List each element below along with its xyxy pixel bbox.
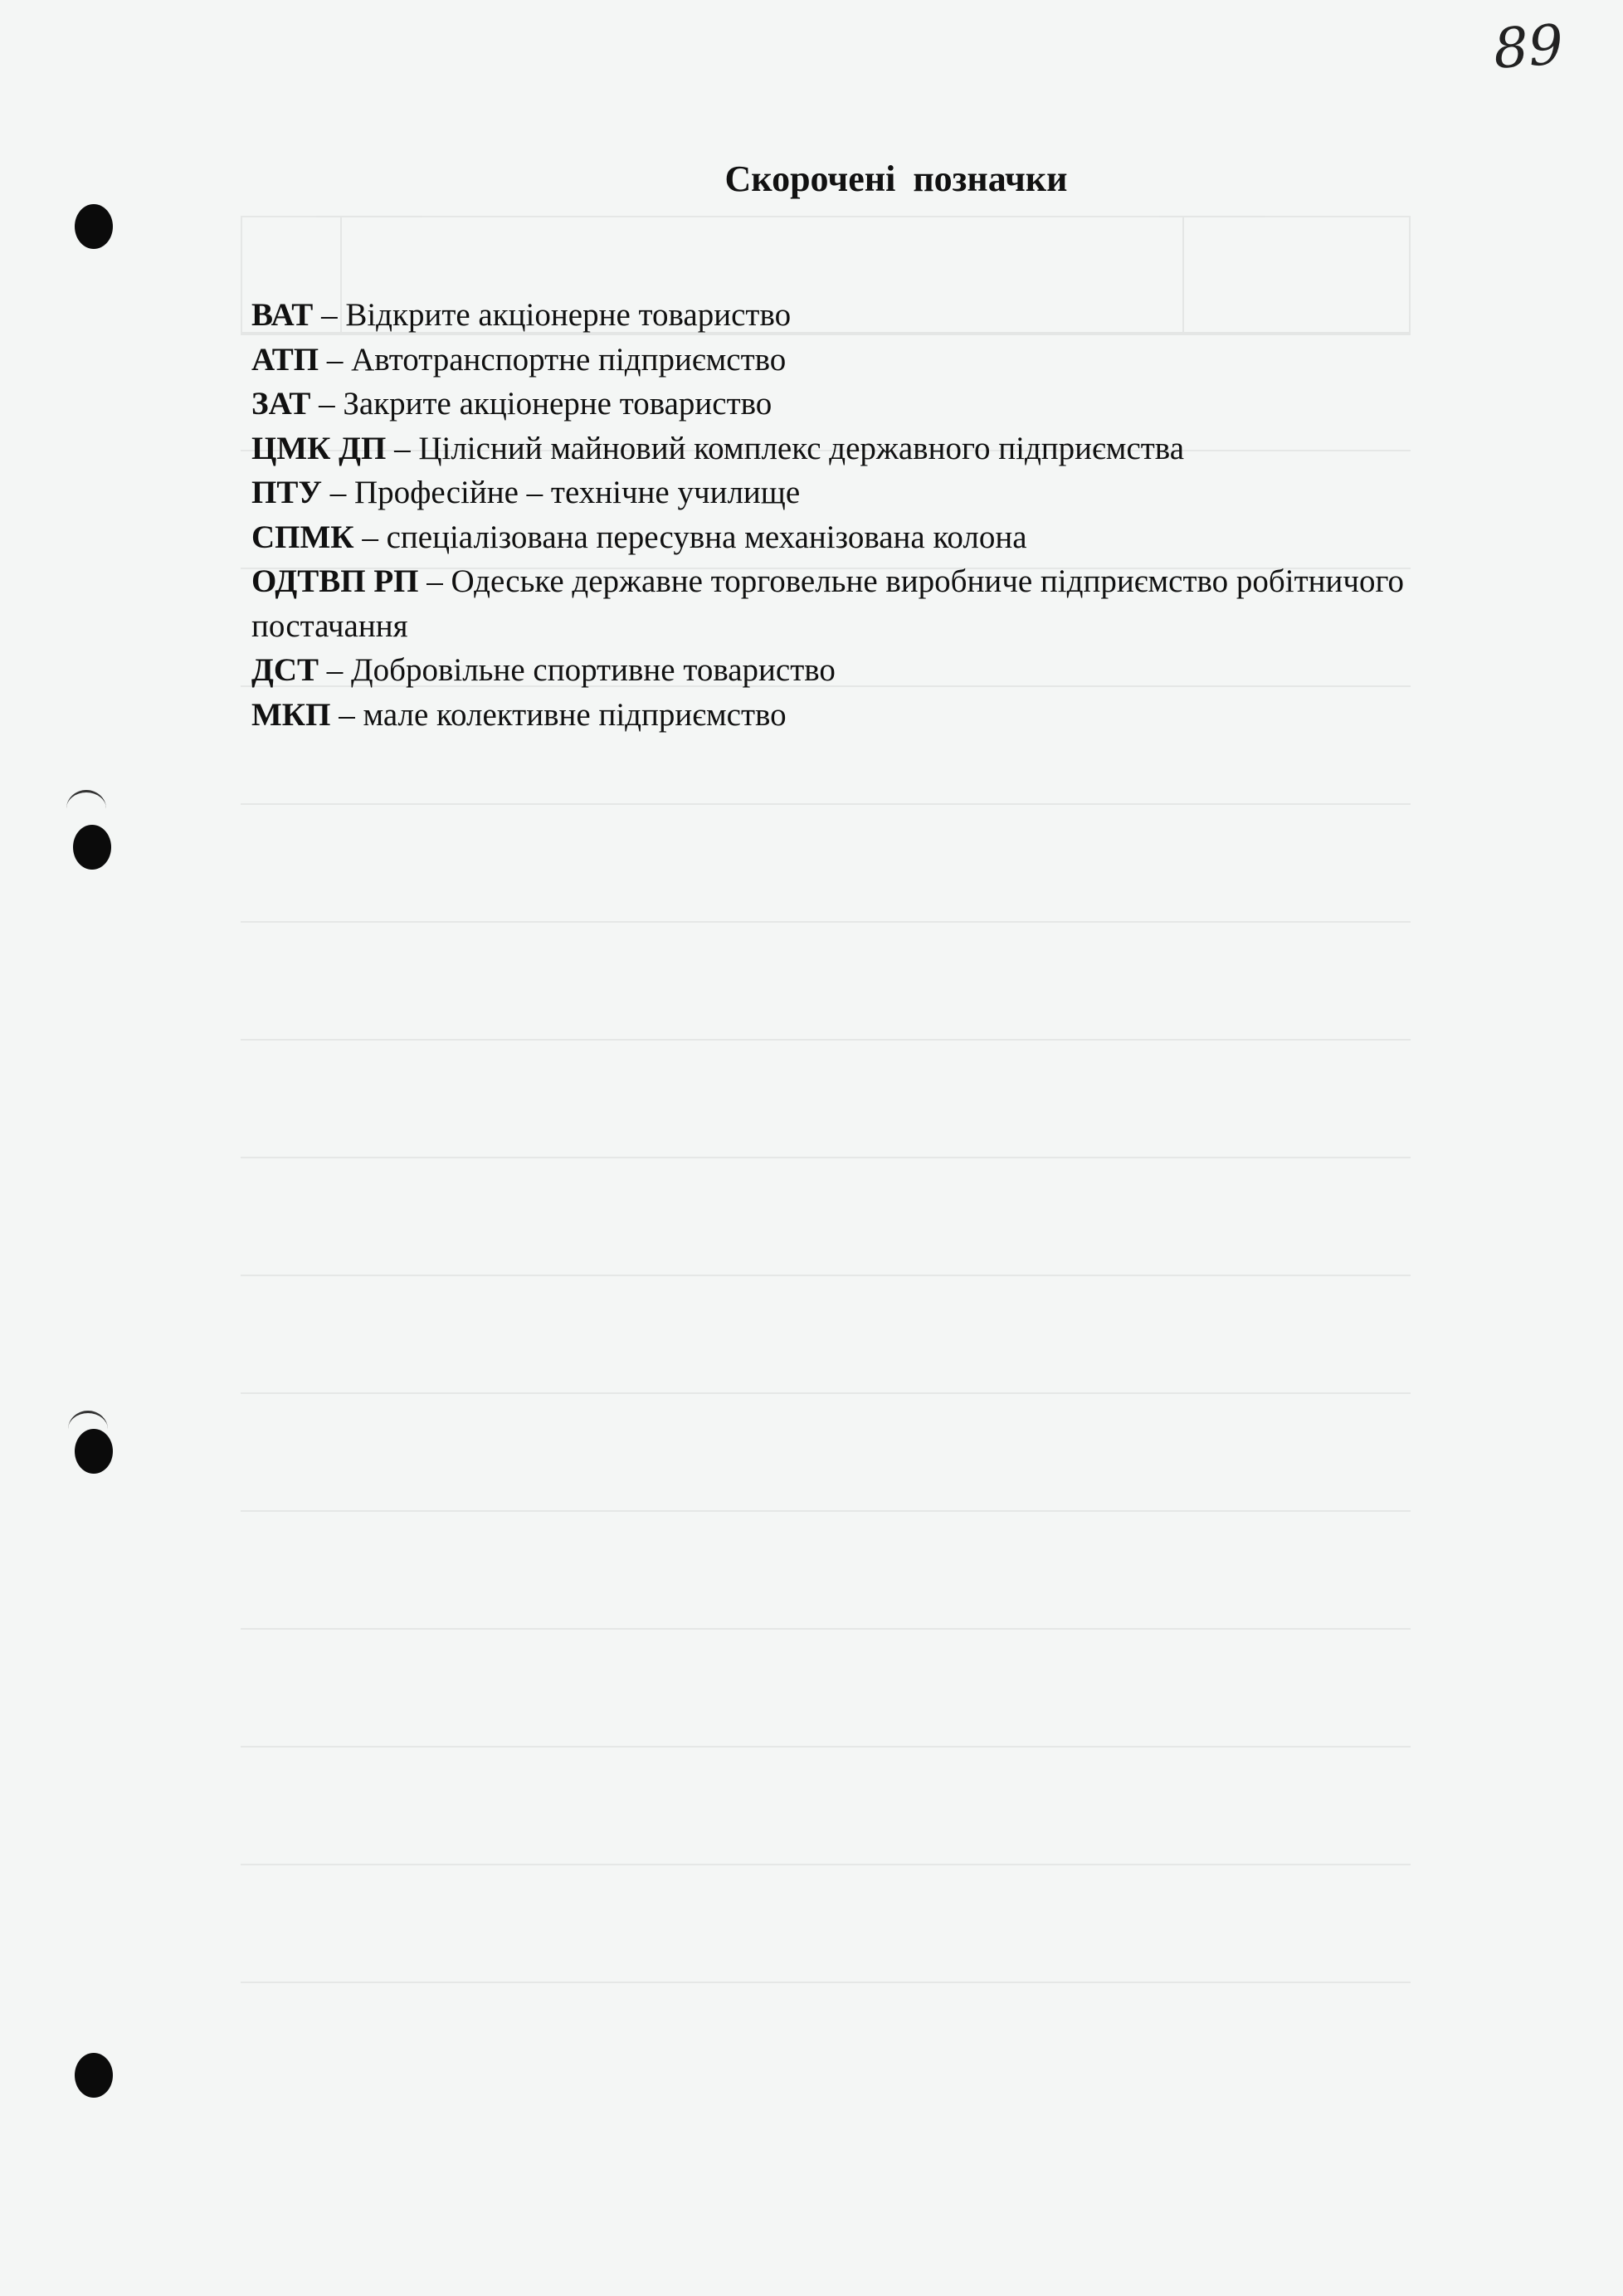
- abbreviation-term: АТП: [251, 341, 319, 378]
- abbreviation-item: [251, 470, 1446, 515]
- abbreviation-definition: – Цілісний майновий комплекс державного підприємства: [386, 430, 1185, 466]
- abbreviation-item: [251, 648, 1446, 693]
- abbreviation-term: ПТУ: [251, 475, 322, 510]
- abbreviation-definition: – Автотранспортне підприємство: [319, 341, 787, 378]
- punch-hole-icon: [75, 1429, 113, 1474]
- abbreviation-definition: – Професійне – технічне училище: [321, 475, 801, 510]
- abbreviation-item: [251, 559, 1446, 648]
- abbreviation-definition: – Відкрите акціонерне товариство: [313, 297, 792, 333]
- abbreviation-item: [251, 427, 1446, 471]
- abbreviation-definition: – Одеське державне торговельне виробниче підприємство робітничого постачання: [251, 563, 1405, 644]
- punch-hole-icon: [75, 204, 113, 249]
- handwritten-page-number: 89: [1491, 12, 1566, 81]
- abbreviation-item: [251, 515, 1446, 560]
- abbreviation-definition: – Закрите акціонерне товариство: [310, 386, 773, 422]
- page-title: Скорочені позначки: [724, 158, 1068, 199]
- abbreviation-term: ЦМК ДП: [251, 430, 387, 466]
- abbreviation-item: [251, 382, 1446, 427]
- punch-hole-ring-icon: [66, 790, 106, 827]
- abbreviation-term: СПМК: [251, 519, 354, 555]
- punch-hole-icon: [75, 2053, 113, 2098]
- punch-hole-icon: [73, 825, 111, 870]
- abbreviation-term: ВАТ: [251, 297, 314, 333]
- abbreviation-term: ДСТ: [251, 652, 319, 688]
- abbreviation-item: [251, 293, 1446, 338]
- abbreviation-term: ЗАТ: [251, 386, 311, 422]
- abbreviation-definition: – спеціалізована пересувна механізована колона: [353, 519, 1027, 555]
- abbreviation-definition: – Добровільне спортивне товариство: [319, 652, 836, 688]
- abbreviation-term: МКП: [251, 696, 331, 733]
- abbreviation-item: [251, 338, 1446, 383]
- abbreviation-list: [251, 293, 1446, 737]
- abbreviation-term: ОДТВП РП: [251, 563, 419, 599]
- abbreviation-definition: – мале колективне підприємство: [330, 696, 787, 733]
- abbreviation-item: [251, 693, 1446, 738]
